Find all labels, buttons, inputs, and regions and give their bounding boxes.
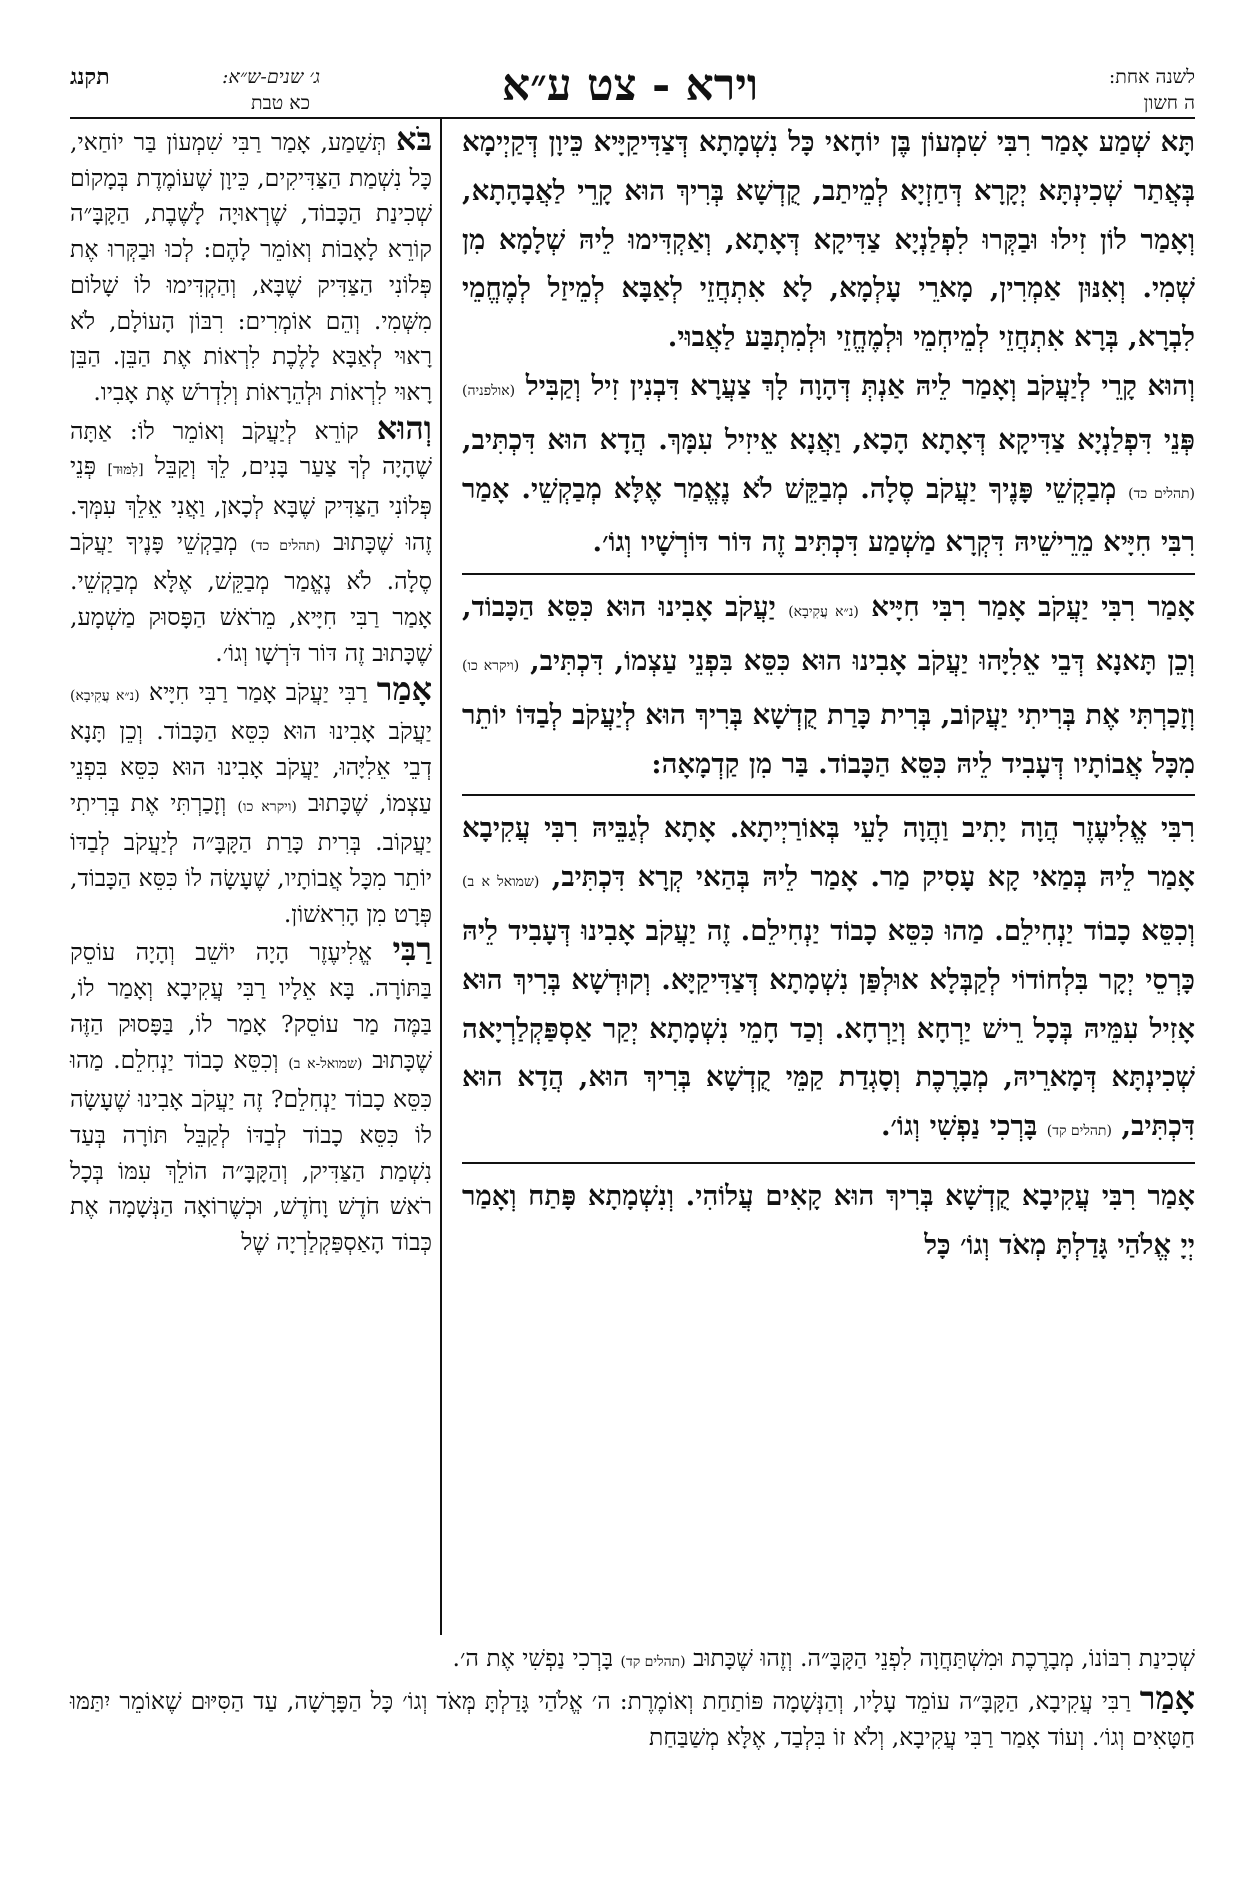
main-p3-text-b: יַעֲקֹב אָבִינוּ הוּא כִּסֵּא הַכָּבוֹד, וְכֵן תָּאנָא דְּבֵי אֵלִיָּהוּ יַעֲקֹב אָבִינוּ הוּא כִּסֵּא בִּפְנֵי עַצְמוֹ, דִּכְתִּיב, <box>462 591 1196 677</box>
header-schedule-three-years <box>70 64 320 116</box>
main-p2-source-ref: (תהלים כד) <box>1128 485 1196 502</box>
main-separator-1 <box>462 573 1195 575</box>
main-p3-text-a: אָמַר רִבִּי יַעֲקֹב אָמַר רִבִּי חִיָּיא <box>871 591 1195 624</box>
main-p2-text-c: מְבַקְשֵׁי פָּנֶיךָ יַעֲקֹב סֶלָה. מְבַקֵּשׁ לֹא נֶאֱמַר אֶלָּא מְבַקְשֵׁי. אָמַר רִבִּי חִיָּיא מֵרֵישֵׁיהּ דִּקְרָא מַשְׁמַע דִּכְתִּיב זֶה דּוֹר דּוֹרְשָׁיו וְגוֹ׳. <box>462 472 1195 559</box>
side-p2-note: [לִמּוּד] <box>107 462 144 479</box>
bottom-text-b: בָּרְכִי נַפְשִׁי אֶת ה׳. <box>452 1644 614 1672</box>
side-paragraph-3 <box>70 669 432 933</box>
bottom-continuation <box>70 1640 1195 1755</box>
main-p4-source-ref-2: (תהלים קד) <box>1046 1123 1112 1140</box>
side-p3-text-c: וְזָכַרְתִּי אֶת בְּרִיתִי יַעֲקוֹב. בְּרִית כָּרַת הַקָּבָּ״ה לְיַעֲקֹב לְבַדּוֹ יוֹתֵר מִכָּל אֲבוֹתָיו, שֶׁעָשָׂה לוֹ כִּסֵּא הַכָּבוֹד, פְּרָט מִן הָרִאשׁוֹן. <box>70 788 432 928</box>
side-p1-lead-word: בֹּא <box>396 120 432 158</box>
page-header <box>70 58 1195 116</box>
main-p4-text-c: בָּרְכִי נַפְשִׁי וְגוֹ׳. <box>880 1110 1038 1143</box>
main-p3-variant-note: (נ״א עֲקִיבָא) <box>788 604 859 621</box>
main-p4-text-a: רִבִּי אֱלִיעֶזֶר הֲוָה יָתִיב וַהֲוָה לָעֵי בְּאוֹרַיְיתָא. אָתָא לְגַבֵּיהּ רִבִּי עֲקִיבָא אָמַר לֵיהּ בְּמַאי קָא עָסִיק מַר. אָמַר לֵיהּ בְּהַאי קְרָא דִּכְתִּיב, <box>462 812 1196 894</box>
header-schedule-one-year <box>1109 64 1195 116</box>
side-p3-variant-note: (נ״א עֲקִיבָא) <box>70 687 140 704</box>
header-left-line2: כא טבת <box>251 92 310 114</box>
side-p2-lead-word: וְהוּא <box>376 408 432 447</box>
header-left-line1: ג׳ שנים-ש״א: <box>221 66 320 88</box>
side-p2-text-c: מְבַקְשֵׁי פָּנֶיךָ יַעֲקֹב סֶלָה. לֹא נֶאֱמַר מְבַקֵּשׁ, אֶלָּא מְבַקְשֵׁי. אָמַר רַבִּי חִיָּיא, מֵרֹאשׁ הַפָּסוּק מַשְׁמָע, שֶׁכָּתוּב זֶה דּוֹר דֹּרְשָׁו וְגוֹ׳. <box>70 527 432 667</box>
bottom-lead-word: אָמַר <box>1139 1679 1195 1717</box>
side-p4-lead-word: רַבִּי <box>392 930 432 969</box>
side-p2-text-b: פְּנֵי פְּלוֹנִי הַצַּדִּיק שֶׁבָּא לְכָאן, וַאֲנִי אֵלֵךְ עִמְּךָ. זֶהוּ שֶׁכָּתוּב <box>70 452 432 556</box>
page-number: תקנג <box>70 64 110 90</box>
main-p2-text-b: פְּנֵי דִּפְלַנְיָא צַדִּיקָא דְּאָתָא הָכָא, וַאֲנָא אֵיזִיל עִמָּךְ. הֲדָא הוּא דִּכְתִּיב, <box>462 423 1195 456</box>
side-p2-source-ref: (תהלים כד) <box>250 537 321 554</box>
side-column-hebrew-translation <box>70 122 432 1261</box>
main-column-aramaic <box>462 118 1195 1270</box>
side-p2-text-a: קוֹרֵא לְיַעֲקֹב וְאוֹמֵר לוֹ: אַתָּה שֶׁהָיָה לְךָ צַעַר בָּנִים, לֵךְ וְקַבֵּל <box>70 416 432 481</box>
side-p4-text-a: אֱלִיעֶזֶר הָיָה יוֹשֵׁב וְהָיָה עוֹסֵק בַּתּוֹרָה. בָּא אֵלָיו רַבִּי עֲקִיבָא וְאָמַר לוֹ, בַּמֶּה מַר עוֹסֵק? אָמַר לוֹ, בַּפָּסוּק הַזֶּה שֶׁכָּתוּב <box>70 938 432 1074</box>
main-paragraph-1: תָּא שְׁמַע אָמַר רִבִּי שִׁמְעוֹן בֶּן יוֹחָאי כָּל נִשְׁמָתָא דְּצַדִּיקַיָּיא כֵּיוָן דְּקַיְימָא בְּאֲתַר שְׁכִינְתָּא יְקָרָא דְּחַזְיָא לְמֵיתַב, קֻדְשָׁא בְּרִיךְ הוּא קָרֵי לַאֲבָהָתָא, וְאָמַר לוֹן זִילוּ וּבַקְּרוּ לִפְלַנְיָא צַדִּיקָא דְּאָתָא, וְאַקְדִּימוּ לֵיהּ שְׁלָמָא מִן שְׁמִי. וְאִנּוּן אַמְרִין, מָארֵי עָלְמָא, לָא אִתְחֲזֵי לְאַבָּא לְמֵיזַל לְמֶחֱמֵי לִבְרָא, בְּרָא אִתְחֲזֵי לְמֵיחְמֵי וּלְמֶחֱזֵי וּלְמִתְבַּע לַאֲבוּי. <box>462 126 1195 354</box>
side-p3-text-a: רַבִּי יַעֲקֹב אָמַר רַבִּי חִיָּיא <box>149 677 368 706</box>
side-p3-source-ref: (ויקרא כו) <box>237 798 297 815</box>
column-divider <box>440 117 442 1635</box>
side-p1-text: תְּשַׁמַע, אָמַר רַבִּי שִׁמְעוֹן בַּר יוֹחַאי, כָּל נִשְׁמַת הַצַּדִּיקִים, כֵּיוָן שֶׁעוֹמֶדֶת בְּמָקוֹם שְׁכִינַת הַכָּבוֹד, שֶׁרְאוּיָה לָשֶׁבֶת, הַקָּבָּ״ה קוֹרֵא לָאָבוֹת וְאוֹמֵר לָהֶם: לְכוּ וּבַקְּרוּ אֶת פְּלוֹנִי הַצַּדִּיק שֶׁבָּא, וְהַקְדִּימוּ לוֹ שָׁלוֹם מִשְּׁמִי. וְהֵם אוֹמְרִים: רִבּוֹן הָעוֹלָם, לֹא רָאוּי לְאַבָּא לָלֶכֶת לִרְאוֹת אֶת הַבֵּן. הַבֵּן רָאוּי לִרְאוֹת וּלְהֵרָאוֹת וְלִדְרֹשׁ אֶת אָבִיו. <box>70 128 432 406</box>
side-p3-lead-word: אָמַר <box>376 669 432 708</box>
main-paragraph-3 <box>462 583 1195 788</box>
side-p3-text-b: יַעֲקֹב אָבִינוּ הוּא כִּסֵּא הַכָּבוֹד. וְכֵן תָּנָא דְבֵי אֵלִיָּהוּ, יַעֲקֹב אָבִינוּ הוּא כִּסֵּא בִּפְנֵי עַצְמוֹ, שֶׁכָּתוּב <box>70 717 432 817</box>
main-separator-3 <box>462 1162 1195 1164</box>
main-paragraph-2 <box>462 362 1195 567</box>
side-paragraph-2 <box>70 408 432 672</box>
main-separator-2 <box>462 794 1195 796</box>
side-paragraph-1 <box>70 122 432 411</box>
bottom-text-a: שְׁכִינַת רִבּוֹנוֹ, מְבָרֶכֶת וּמִשְׁתַּחֲוָה לִפְנֵי הַקָּבָּ״ה. וְזֶהוּ שֶׁכָּתוּב <box>693 1644 1195 1672</box>
main-p2-note: (אולפניה) <box>462 382 516 399</box>
bottom-text-c: רַבִּי עֲקִיבָא, הַקָּבָּ״ה עוֹמֵד עָלָיו, וְהַנְּשָׁמָה פּוֹתַחַת וְאוֹמֶרֶת: ה׳ אֱלֹהַי גָּדַלְתָּ מְּאֹד וְגוֹ׳ כָּל הַפָּרָשָׁה, עַד הַסִּיּוּם שֶׁאוֹמֵר יִתַּמּוּ חַטָּאִים וְגוֹ׳. וְעוֹד אָמַר רַבִּי עֲקִיבָא, וְלֹא זוֹ בִּלְבַד, אֶלָּא מְשַׁבַּחַת <box>70 1687 1195 1751</box>
side-paragraph-4 <box>70 932 432 1260</box>
side-p4-text-b: וְכִסֵּא כָבוֹד יַנְחִלֵם. מַהוּ כִּסֵּא כָבוֹד יַנְחִלֵם? זֶה יַעֲקֹב אָבִינוּ שֶׁעָשָׂה לוֹ כִּסֵּא כָבוֹד לְבַדּוֹ לְקַבֵּל תּוֹרָה בְּעַד נִשְׁמַת הַצַּדִּיק, וְהַקָּבָּ״ה הוֹלֵךְ עִמּוֹ בְּכָל רֹאשׁ חֹדֶשׁ וָחֹדֶשׁ, וּכְשֶׁרוֹאָה הַנְּשָׁמָה אֶת כְּבוֹד הָאַסְפַּקְלַרְיָה שֶׁל <box>70 1045 432 1257</box>
header-right-line1: לשנה אחת: <box>1108 66 1195 88</box>
main-p4-source-ref-1: (שמואל א ב) <box>462 874 540 891</box>
header-right-line2: ה חשון <box>1143 92 1195 114</box>
main-paragraph-4 <box>462 804 1195 1156</box>
main-p2-text-a: וְהוּא קָרֵי לְיַעֲקֹב וְאָמַר לֵיהּ אַנְתְּ דְּהָוָה לָךְ צַעֲרָא דִּבְנִין זִיל וְקַבִּיל <box>525 369 1195 402</box>
main-p3-source-ref: (ויקרא כו) <box>462 657 520 674</box>
bottom-source-ref: (תהלים קד) <box>620 1654 686 1670</box>
main-p3-text-c: וְזָכַרְתִּי אֶת בְּרִיתִי יַעֲקוֹב, בְּרִית כָּרַת קֻדְשָׁא בְּרִיךְ הוּא לְיַעֲקֹב לְבַדּוֹ יוֹתֵר מִכָּל אֲבוֹתָיו דְּעָבִיד לֵיהּ כִּסֵּא הַכָּבוֹד. בַּר מִן קַדְמָאָה: <box>462 698 1195 780</box>
side-p4-source-ref: (שמואל-א ב) <box>288 1055 363 1072</box>
page-title: וירא - צט ע״א <box>501 60 759 111</box>
main-paragraph-5: אָמַר רִבִּי עֲקִיבָא קֻדְשָׁא בְּרִיךְ הוּא קָאִים עֲלוֹהִי. וְנִשְׁמָתָא פָּתַח וְאָמַר יְיָ אֱלֹהַי גָּדַלְתָּ מְאֹד וְגוֹ׳ כָּל <box>462 1179 1195 1261</box>
main-p4-text-b: וְכִסֵּא כָבוֹד יַנְחִילֵם. מַהוּ כִּסֵּא כָבוֹד יַנְחִילֵם. זֶה יַעֲקֹב אָבִינוּ דְּעָבִיד לֵיהּ כָּרְסֵי יְקָר בִּלְחוֹדוֹי לְקַבְּלָא אוּלְפַּן נִשְׁמָתָא דְּצַדִּיקַיָּא. וְקוּדְשָׁא בְּרִיךְ הוּא אָזִיל עִמֵּיהּ בְּכָל רֵישׁ יַרְחָא וְיַרְחָא. וְכַד חָמֵי נִשְׁמָתָא יְקַר אַסְפַּקְלַרְיָאה שְׁכִינְתָּא דְּמָארֵיהּ, מְבָרֶכֶת וְסָגְדַת קַמֵּי קֻדְשָׁא בְּרִיךְ הוּא, הֲדָא הוּא דִּכְתִּיב, <box>462 914 1195 1143</box>
